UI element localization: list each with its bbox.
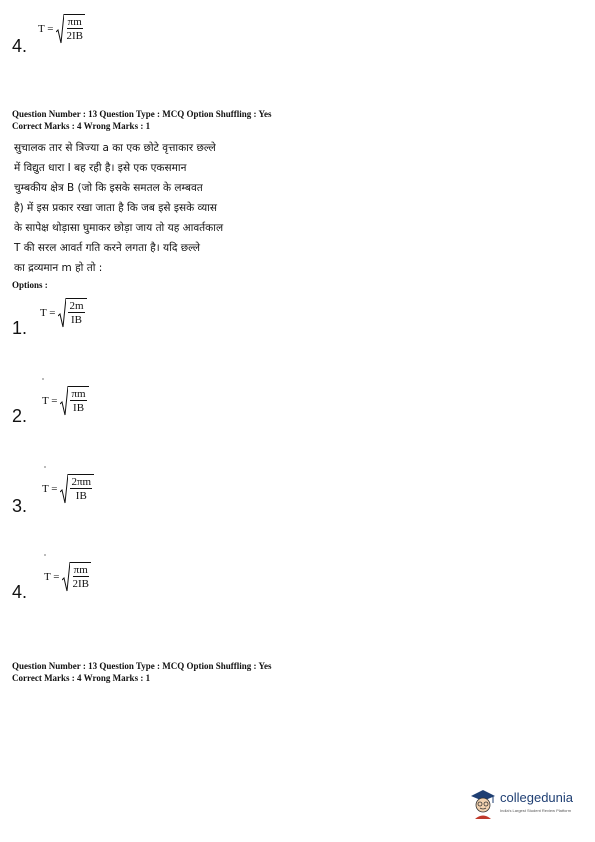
sqrt-symbol: $\frac{2\pi m}{IB}$ (60, 474, 94, 504)
options-label: Options : (12, 280, 48, 290)
prev-option-formula: T = $\frac{\pi m}{2IB}$ (38, 16, 83, 42)
option-4-number: 4. (12, 582, 28, 602)
option-3-formula[interactable]: T = $\frac{2\pi m}{IB}$ (42, 474, 94, 504)
sqrt-symbol: $\frac{\pi m}{2IB}$ (56, 14, 85, 44)
next-question-meta: Question Number : 13 Question Type : MCQ Option Shuffling : Yes Correct Marks : 4 Wrong Marks : 1 (12, 661, 272, 683)
option-2-formula[interactable]: T = $\frac{\pi m}{IB}$ (42, 386, 89, 416)
option-3-number: 3. (12, 496, 28, 516)
sqrt-symbol: $\frac{\pi m}{IB}$ (60, 386, 88, 416)
collegedunia-logo: collegedunia India's Largest Student Review Platform (466, 786, 590, 822)
student-mascot-icon (468, 788, 498, 820)
prev-option-number: 4. (12, 36, 28, 56)
option-4-formula[interactable]: T = $\frac{\pi m}{2IB}$ (44, 564, 89, 590)
option-1-formula[interactable]: T = $\frac{2m}{IB}$ (40, 298, 87, 328)
question-meta: Question Number : 13 Question Type : MCQ Option Shuffling : Yes Correct Marks : 4 Wrong Marks : 1 (12, 109, 272, 131)
sqrt-symbol: $\frac{2m}{IB}$ (58, 298, 86, 328)
scan-dot (44, 554, 46, 556)
question-text: सुचालक तार से त्रिज्या a का एक छोटे वृत्ताकार छल्ले में विद्युत धारा I बह रही है। इसे एक एकसमान चुम्बकीय क्षेत्र B (जो कि इसके समतल के लम्बवत है) में इस प्रकार रखा जाता है कि जब इसे इसके व्यास के सापेक्ष थोड़ासा घुमाकर छोड़ा जाय तो यह आवर्तकाल T की सरल आवर्त गति करने लगता है। यदि छल्ले का द्रव्यमान m हो तो : (14, 142, 224, 274)
scan-dot (42, 378, 44, 380)
scan-dot (44, 466, 46, 468)
sqrt-symbol: $\frac{\pi m}{2IB}$ (62, 562, 91, 592)
option-1-number: 1. (12, 318, 28, 338)
option-2-number: 2. (12, 406, 28, 426)
